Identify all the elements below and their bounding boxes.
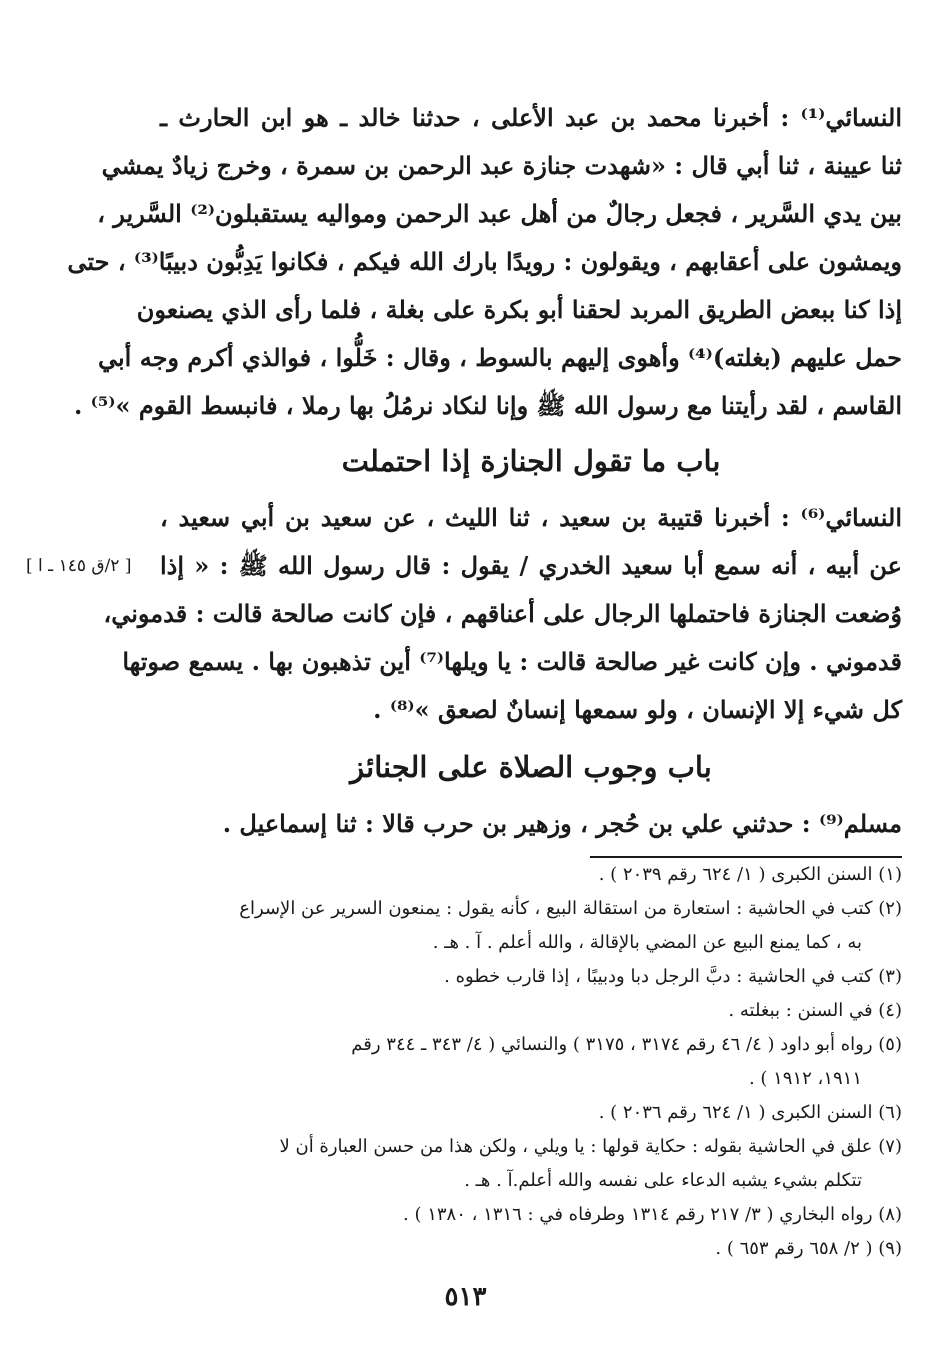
footnote-line: (٢) كتب في الحاشية : استعارة من استقالة البيع ، كأنه يقول : يمنعون السرير عن الإسراع [239,898,902,919]
text-line: قدموني . وإن كانت غير صالحة قالت : يا ويلها⁽⁷⁾ أين تذهبون بها . يسمع صوتها [122,647,902,676]
footnote-line: (٣) كتب في الحاشية : دبَّ الرجل دبا ودبيبًا ، إذا قارب خطوه . [444,966,902,987]
footnote-line: (١) السنن الكبرى ( ١/ ٦٢٤ رقم ٢٠٣٩ ) . [598,864,902,885]
text-line: حمل عليهم (بغلته)⁽⁴⁾ وأهوى إليهم بالسوط ، وقال : خَلُّوا ، فوالذي أكرم وجه أبي [98,343,902,372]
footnote-line: به ، كما يمنع البيع عن المضي بالإقالة ، والله أعلم . آ . هـ . [432,932,862,953]
hadith-block-1 [67,94,902,430]
text-line: عن أبيه ، أنه سمع أبا سعيد الخدري / يقول : قال رسول الله ﷺ : « إذا [160,551,902,580]
text-line: النسائي⁽⁶⁾ : أخبرنا قتيبة بن سعيد ، ثنا الليث ، عن سعيد بن أبي سعيد ، [160,503,902,532]
text-line: وُضعت الجنازة فاحتملها الرجال على أعناقهم ، فإن كانت صالحة قالت : قدموني، [103,599,902,628]
page-number: ٥١٣ [444,1282,487,1312]
chapter-heading: باب ما تقول الجنازة إذا احتملت [341,444,721,478]
chapter-heading: باب وجوب الصلاة على الجنائز [350,750,712,784]
hadith-block-2 [103,494,902,734]
footnotes [160,858,902,1266]
hadith-block-3 [160,800,902,848]
text-line: مسلم⁽⁹⁾ : حدثني علي بن حُجر ، وزهير بن حرب قالا : ثنا إسماعيل . [222,809,902,838]
footnote-line: (٥) رواه أبو داود ( ٤/ ٤٦ رقم ٣١٧٤ ، ٣١٧٥ ) والنسائي ( ٤/ ٣٤٣ ـ ٣٤٤ رقم [351,1034,902,1055]
footnote-line: (٨) رواه البخاري ( ٣/ ٢١٧ رقم ١٣١٤ وطرفاه في : ١٣١٦ ، ١٣٨٠ ) . [403,1204,902,1225]
footnote-line: ١٩١١، ١٩١٢ ) . [748,1068,862,1089]
footnote-line: تتكلم بشيء يشبه الدعاء على نفسه والله أعلم.آ . هـ . [464,1170,862,1191]
footnote-line: (٧) علق في الحاشية بقوله : حكاية قولها : يا ويلي ، ولكن هذا من حسن العبارة أن لا [279,1136,902,1157]
footnote-line: (٤) في السنن : ببغلته . [728,1000,902,1021]
text-line: النسائي⁽¹⁾ : أخبرنا محمد بن عبد الأعلى ، حدثنا خالد ـ هو ابن الحارث ـ [160,103,902,132]
text-line: ويمشون على أعقابهم ، ويقولون : رويدًا بارك الله فيكم ، فكانوا يَدِبُّون دبيبًا⁽³⁾ ، حتى [67,247,902,276]
text-line: القاسم ، لقد رأيتنا مع رسول الله ﷺ وإنا لنكاد نرمُلُ بها رملا ، فانبسط القوم »⁽⁵⁾ . [73,391,902,420]
manuscript-folio-note: [ ٢/ق ١٤٥ ـ ا ] [26,556,132,576]
text-line: ثنا عيينة ، ثنا أبي قال : «شهدت جنازة عبد الرحمن بن سمرة ، وخرج زيادٌ يمشي [101,151,902,180]
text-line: كل شيء إلا الإنسان ، ولو سمعها إنسانٌ لصعق »⁽⁸⁾ . [373,695,902,724]
footnote-line: (٦) السنن الكبرى ( ١/ ٦٢٤ رقم ٢٠٣٦ ) . [598,1102,902,1123]
text-line: إذا كنا ببعض الطريق المربد لحقنا أبو بكرة على بغلة ، فلما رأى الذي يصنعون [136,295,902,324]
text-line: بين يدي السَّرير ، فجعل رجالٌ من أهل عبد الرحمن ومواليه يستقبلون⁽²⁾ السَّرير ، [97,199,902,228]
footnote-line: (٩) ( ٢/ ٦٥٨ رقم ٦٥٣ ) . [715,1238,902,1259]
